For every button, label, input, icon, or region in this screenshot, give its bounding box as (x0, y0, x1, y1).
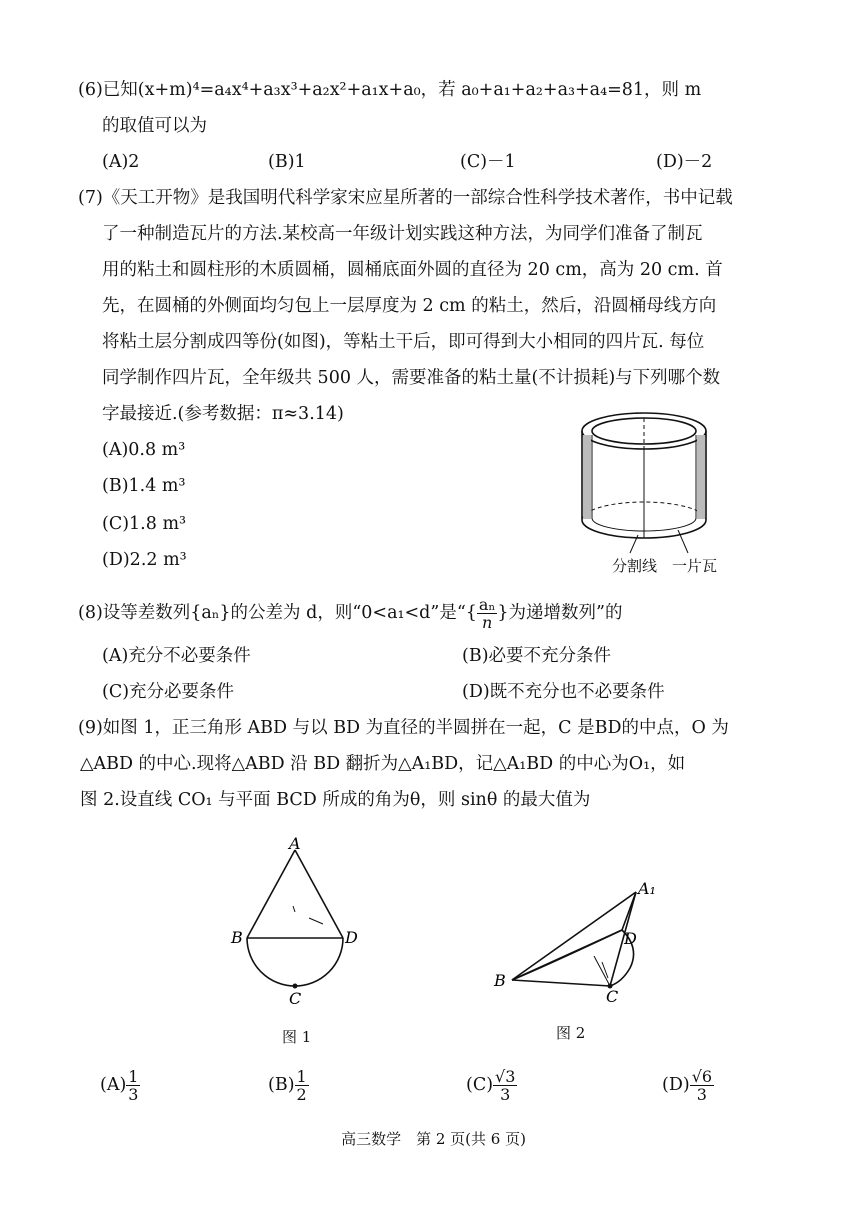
q8-stem-post: }为递增数列”的 (497, 603, 623, 623)
q9-figure-1 (225, 832, 365, 1017)
q9-stem-line3: 图 2.设直线 CO₁ 与平面 BCD 所成的角为θ，则 sinθ 的最大值为 (80, 790, 591, 810)
q7-stem-line1: (7)《天工开物》是我国明代科学家宋应星所著的一部综合性科学技术著作，书中记载 (78, 188, 733, 208)
fig1-label-a: A (289, 834, 301, 853)
q9-option-b-num: 1 (296, 1067, 307, 1086)
q7-option-a: (A)0.8 m³ (102, 440, 186, 460)
q9-option-b (268, 1068, 309, 1103)
fig2-label-b: B (494, 971, 506, 990)
q9-option-c-num: √3 (495, 1067, 516, 1086)
q8-option-b: (B)必要不充分条件 (462, 646, 612, 666)
q9-figure-2 (490, 878, 665, 1013)
q9-option-d-den: 3 (696, 1085, 707, 1104)
q7-option-d: (D)2.2 m³ (102, 550, 187, 570)
q9-option-c-label: (C) (466, 1075, 494, 1095)
q9-option-b-den: 2 (296, 1085, 307, 1104)
q6-stem-line1: (6)已知(x+m)⁴=a₄x⁴+a₃x³+a₂x²+a₁x+a₀，若 a₀+a₁+a₂+a₃+a₄=81，则 m (78, 80, 702, 100)
q6-option-d: (D)－2 (656, 152, 713, 172)
q9-fig1-caption: 图 1 (282, 1028, 312, 1046)
q7-label-dividing-line: 分割线 (612, 557, 658, 575)
q9-option-a (100, 1068, 140, 1103)
q9-option-d-num: √6 (691, 1067, 713, 1086)
q8-frac-num: aₙ (478, 595, 496, 614)
q8-stem-pre: (8)设等差数列{aₙ}的公差为 d，则“0<a₁<d”是“{ (78, 603, 477, 623)
q8-option-c: (C)充分必要条件 (102, 682, 235, 702)
q9-option-c-den: 3 (500, 1085, 511, 1104)
q9-option-a-num: 1 (128, 1067, 139, 1086)
page-footer: 高三数学 第 2 页(共 6 页) (341, 1130, 526, 1148)
q9-stem-line1: (9)如图 1，正三角形 ABD 与以 BD 为直径的半圆拼在一起，C 是BD的中点，O 为 (78, 718, 729, 738)
q7-stem-line2: 了一种制造瓦片的方法.某校高一年级计划实践这种方法，为同学们准备了制瓦 (102, 224, 703, 244)
q9-option-c (466, 1068, 517, 1103)
q7-cylinder-figure (560, 405, 760, 580)
q8-option-d: (D)既不充分也不必要条件 (462, 682, 665, 702)
q7-option-b: (B)1.4 m³ (102, 476, 186, 496)
q7-stem-line7: 字最接近.(参考数据：π≈3.14) (102, 404, 344, 424)
q7-stem-line6: 同学制作四片瓦，全年级共 500 人，需要准备的粘土量(不计损耗)与下列哪个数 (102, 368, 721, 388)
fig2-label-d: D (624, 929, 637, 948)
q9-option-d-label: (D) (662, 1075, 690, 1095)
q9-option-d (662, 1068, 714, 1103)
q6-option-b: (B)1 (268, 152, 306, 172)
q6-stem-line2: 的取值可以为 (102, 116, 207, 136)
q6-option-a: (A)2 (102, 152, 140, 172)
fig2-label-c: C (606, 987, 619, 1006)
q9-fig2-caption: 图 2 (556, 1024, 586, 1042)
q7-stem-line5: 将粘土层分割成四等份(如图)，等粘土干后，即可得到大小相同的四片瓦. 每位 (102, 332, 705, 352)
q9-option-a-den: 3 (128, 1085, 139, 1104)
q8-fraction (477, 596, 497, 631)
q7-label-tile: 一片瓦 (672, 557, 718, 575)
q8-stem (78, 596, 622, 631)
q7-stem-line3: 用的粘土和圆柱形的木质圆桶，圆桶底面外圆的直径为 20 cm，高为 20 cm. 首 (102, 260, 723, 280)
fig1-label-d: D (345, 928, 358, 947)
q9-option-a-label: (A) (100, 1075, 127, 1095)
q8-option-a: (A)充分不必要条件 (102, 646, 251, 666)
q8-frac-den: n (482, 613, 493, 632)
fig1-label-b: B (231, 928, 243, 947)
q9-stem-line2: △ABD 的中心.现将△ABD 沿 BD 翻折为△A₁BD，记△A₁BD 的中心为O₁，如 (80, 754, 686, 774)
q6-option-c: (C)－1 (460, 152, 516, 172)
q9-option-b-label: (B) (268, 1075, 295, 1095)
q7-stem-line4: 先，在圆桶的外侧面均匀包上一层厚度为 2 cm 的粘土，然后，沿圆桶母线方向 (102, 296, 717, 316)
fig2-label-a1: A₁ (638, 879, 656, 898)
fig1-label-c: C (289, 989, 302, 1008)
q7-option-c: (C)1.8 m³ (102, 514, 187, 534)
